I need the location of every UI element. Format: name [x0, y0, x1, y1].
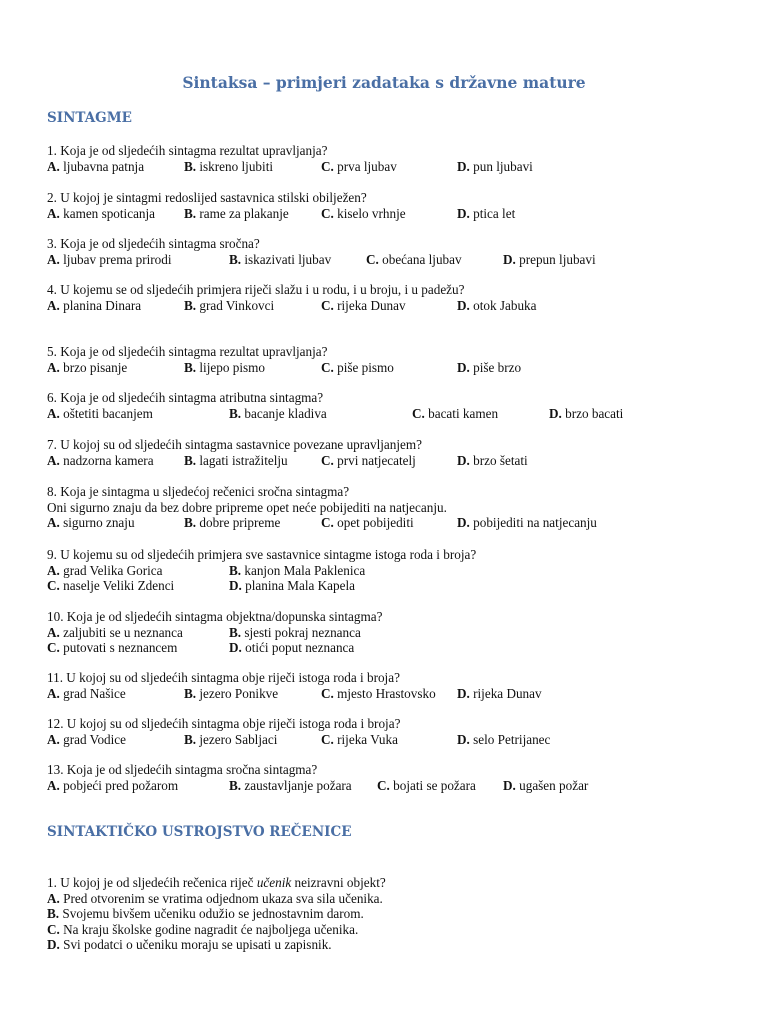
option-b: B. zaustavljanje požara [229, 777, 352, 793]
question-text: 9. U kojemu su od sljedećih primjera sve sastavnice sintagme istoga roda i broja? [47, 547, 477, 562]
option-a: A. ljubav prema prirodi [47, 251, 172, 267]
option-d: D. otok Jabuka [457, 297, 537, 313]
question-text: 10. Koja je od sljedećih sintagma objektna/dopunska sintagma? [47, 609, 383, 624]
option-b: B. sjesti pokraj neznanca [229, 624, 361, 640]
option-a: A. sigurno znaju [47, 515, 135, 531]
option-a: A. oštetiti bacanjem [47, 405, 153, 421]
option-d: D. pun ljubavi [457, 158, 533, 174]
option-b: B. Svojemu bivšem učeniku odužio se jednostavnim darom. [47, 906, 364, 922]
question-7 [47, 437, 747, 468]
question-text: 1. Koja je od sljedećih sintagma rezultat upravljanja? [47, 143, 328, 158]
option-b: B. jezero Ponikve [184, 685, 279, 701]
question-text: 12. U kojoj su od sljedećih sintagma obje riječi istoga roda i broja? [47, 716, 401, 731]
option-c: C. opet pobijediti [321, 515, 414, 531]
question-13 [47, 762, 747, 793]
question-2 [47, 190, 747, 221]
option-a: A. planina Dinara [47, 297, 142, 313]
option-d: D. pobijediti na natjecanju [457, 515, 597, 531]
option-c: C. Na kraju školske godine nagradit će najboljega učenika. [47, 921, 359, 937]
question-4 [47, 282, 747, 313]
question-text: 8. Koja je sintagma u sljedećoj rečenici sročna sintagma? [47, 484, 350, 499]
section-heading-sintagme: SINTAGME [47, 110, 132, 126]
page-title: Sintaksa – primjeri zadataka s državne mature [182, 73, 586, 92]
question-10 [47, 609, 747, 656]
option-b: B. dobre pripreme [184, 515, 281, 531]
question-text: 3. Koja je od sljedećih sintagma sročna? [47, 236, 260, 251]
option-c: C. bojati se požara [377, 777, 476, 793]
option-b: B. iskazivati ljubav [229, 251, 332, 267]
option-a: A. brzo pisanje [47, 359, 128, 375]
question-1 [47, 143, 747, 174]
option-d: D. rijeka Dunav [457, 685, 542, 701]
option-b: B. rame za plakanje [184, 205, 289, 221]
option-c: C. mjesto Hrastovsko [321, 685, 436, 701]
question-12 [47, 716, 747, 747]
option-a: A. ljubavna patnja [47, 158, 145, 174]
option-b: B. iskreno ljubiti [184, 158, 274, 174]
question-9 [47, 547, 747, 594]
option-d: D. ptica let [457, 205, 516, 221]
question-text: 6. Koja je od sljedećih sintagma atributna sintagma? [47, 390, 324, 405]
option-c: C. kiselo vrhnje [321, 205, 406, 221]
option-c: C. rijeka Dunav [321, 297, 406, 313]
option-b: B. kanjon Mala Paklenica [229, 562, 366, 578]
question-text: 1. U kojoj je od sljedećih rečenica riječ učenik neizravni objekt? [47, 875, 386, 890]
question-text: 7. U kojoj su od sljedećih sintagma sastavnice povezane upravljanjem? [47, 437, 423, 452]
question-s2-1 [47, 875, 747, 953]
option-d: D. brzo bacati [549, 405, 624, 421]
question-5 [47, 344, 747, 375]
option-d: D. Svi podatci o učeniku moraju se upisati u zapisnik. [47, 937, 332, 953]
option-a: A. Pred otvorenim se vratima odjednom ukaza sva sila učenika. [47, 890, 383, 906]
question-8 [47, 484, 747, 531]
option-d: D. planina Mala Kapela [229, 578, 355, 594]
option-b: B. grad Vinkovci [184, 297, 275, 313]
option-c: C. bacati kamen [412, 405, 499, 421]
option-d: D. otići poput neznanca [229, 640, 355, 656]
option-c: C. obećana ljubav [366, 251, 462, 267]
option-c: C. prvi natjecatelj [321, 452, 416, 468]
option-c: C. rijeka Vuka [321, 731, 398, 747]
option-d: D. selo Petrijanec [457, 731, 551, 747]
question-text: 11. U kojoj su od sljedećih sintagma obje riječi istoga roda i broja? [47, 670, 400, 685]
question-3 [47, 236, 747, 267]
question-text: 5. Koja je od sljedećih sintagma rezultat upravljanja? [47, 344, 328, 359]
option-c: C. prva ljubav [321, 158, 397, 174]
option-c: C. putovati s neznancem [47, 640, 178, 656]
option-b: B. lagati istražitelju [184, 452, 288, 468]
option-a: A. kamen spoticanja [47, 205, 156, 221]
question-text: 4. U kojemu se od sljedećih primjera riječi slažu i u rodu, i u broju, i u padežu? [47, 282, 465, 297]
option-a: A. zaljubiti se u neznanca [47, 624, 183, 640]
option-d: D. prepun ljubavi [503, 251, 596, 267]
question-text: 13. Koja je od sljedećih sintagma sročna sintagma? [47, 762, 318, 777]
example-sentence: Oni sigurno znaju da bez dobre pripreme opet neće pobijediti na natjecanju. [47, 499, 447, 515]
section-heading-ustrojstvo: SINTAKTIČKO USTROJSTVO REČENICE [47, 824, 352, 840]
option-d: D. piše brzo [457, 359, 522, 375]
option-a: A. pobjeći pred požarom [47, 777, 179, 793]
option-b: B. jezero Sabljaci [184, 731, 278, 747]
option-c: C. piše pismo [321, 359, 394, 375]
option-a: A. grad Vodice [47, 731, 126, 747]
option-d: D. ugašen požar [503, 777, 589, 793]
option-a: A. grad Velika Gorica [47, 562, 163, 578]
question-6 [47, 390, 747, 421]
option-a: A. grad Našice [47, 685, 126, 701]
option-a: A. nadzorna kamera [47, 452, 154, 468]
option-b: B. lijepo pismo [184, 359, 265, 375]
option-d: D. brzo šetati [457, 452, 528, 468]
question-11 [47, 670, 747, 701]
question-text: 2. U kojoj je sintagmi redoslijed sastavnica stilski obilježen? [47, 190, 367, 205]
option-b: B. bacanje kladiva [229, 405, 327, 421]
option-c: C. naselje Veliki Zdenci [47, 578, 175, 594]
